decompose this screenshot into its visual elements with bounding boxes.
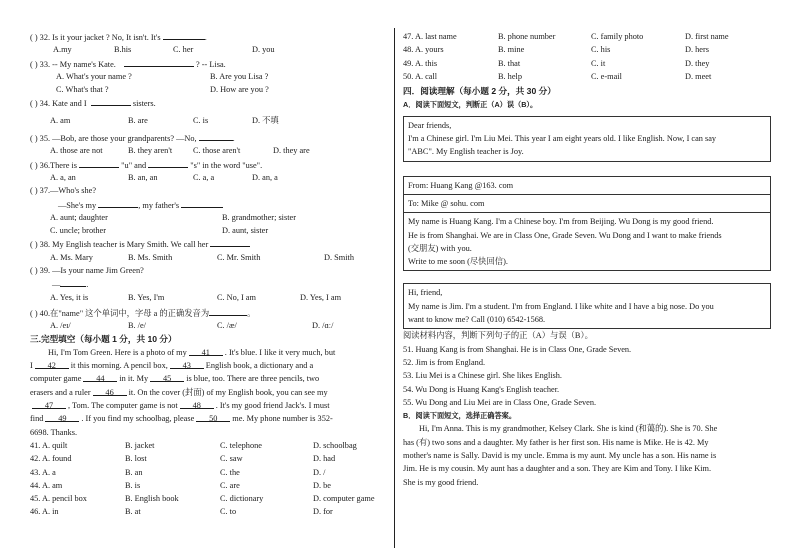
judge-statement: 51. Huang Kang is from Shanghai. He is in Class One, Grade Seven.: [403, 344, 632, 354]
option-a[interactable]: 48. A. yours: [403, 45, 444, 55]
option-d[interactable]: D. hers: [685, 45, 709, 55]
judge-statement: 53. Liu Mei is a Chinese girl. She likes English.: [403, 371, 563, 381]
option-c[interactable]: C. dictionary: [220, 494, 264, 504]
email-body-line: He is from Shanghai. We are in Class One, Grade Seven. Wu Dong and I want to make friends: [408, 230, 722, 240]
cloze-text: in it. My: [119, 374, 149, 384]
passage-b-line: Hi, I'm Anna. This is my grandmother, Kelsey Clark. She is kind (和蔼的). She is 70. She: [419, 424, 718, 434]
q39-dash: —: [52, 280, 61, 290]
q37-options-2: [30, 224, 385, 237]
option-a[interactable]: A. Yes, it is: [50, 292, 89, 302]
option-a[interactable]: A. What's your name ?: [56, 71, 132, 81]
q39-tail: .: [86, 280, 89, 290]
cloze-blank-48[interactable]: 48: [180, 399, 214, 409]
q37-stem: ( ) 37.—Who's she?: [30, 186, 97, 196]
option-b[interactable]: B.his: [114, 45, 132, 55]
cloze-line: [30, 359, 385, 372]
q34-options: [30, 114, 385, 127]
cloze-text: I: [30, 361, 33, 371]
q32-blank[interactable]: [163, 30, 205, 40]
cloze-passage: [30, 346, 385, 426]
option-c[interactable]: C. uncle; brother: [50, 226, 106, 236]
q40-options: [30, 319, 385, 332]
letter-box-1: [403, 116, 771, 162]
option-row: [30, 466, 385, 479]
q37-line2b: , my father's: [138, 200, 180, 210]
question-38: [30, 237, 385, 250]
cloze-text: erasers and a ruler: [30, 387, 91, 397]
option-a[interactable]: A.my: [53, 45, 72, 55]
q34-tail: sisters.: [132, 99, 156, 109]
q40-tail: 。: [247, 308, 256, 318]
option-b[interactable]: B. is: [125, 480, 141, 490]
cloze-end: 6698. Thanks.: [30, 427, 78, 437]
email-from: From: Huang Kang @163. com: [408, 180, 514, 190]
option-a[interactable]: 46. A. in: [30, 507, 59, 517]
option-b[interactable]: B. English book: [125, 494, 179, 504]
cloze-blank-47[interactable]: 47: [32, 399, 66, 409]
option-c[interactable]: C. saw: [220, 454, 243, 464]
q35-stem: ( ) 35. —Bob, are those your grandparents? —No,: [30, 134, 197, 144]
option-c[interactable]: C. telephone: [220, 440, 262, 450]
option-row: [30, 439, 385, 452]
option-c[interactable]: C. are: [220, 480, 240, 490]
q32-options: [30, 43, 385, 56]
cloze-options-continued: [403, 30, 771, 83]
column-divider: [394, 28, 395, 548]
q38-options: [30, 251, 385, 264]
option-d[interactable]: D. had: [313, 454, 336, 464]
cloze-blank-41[interactable]: 41: [189, 346, 223, 356]
option-d[interactable]: D. for: [313, 507, 333, 517]
box5-line: want to know me? Call (010) 6542-1568.: [408, 315, 546, 325]
q33-stem: ( ) 33. -- My name's Kate.: [30, 59, 116, 69]
cloze-text: it this morning. A pencil box,: [70, 361, 168, 371]
q32-stem: ( ) 32. Is it your jacket ? No, It isn't. It's: [30, 33, 161, 42]
option-row: [403, 57, 771, 70]
option-a[interactable]: 47. A. last name: [403, 32, 457, 41]
q39-options: [30, 291, 385, 304]
option-c[interactable]: C. the: [220, 467, 240, 477]
option-a[interactable]: 45. A. pencil box: [30, 494, 87, 504]
cloze-text: is blue, too. There are three pencils, two: [186, 374, 320, 384]
q37-options-1: [30, 211, 385, 224]
q39-blank[interactable]: [60, 277, 89, 290]
option-b[interactable]: B. phone number: [498, 32, 556, 41]
option-b[interactable]: B. an: [125, 467, 143, 477]
option-c[interactable]: C. those aren't: [193, 146, 241, 156]
judge-statement: 54. Wu Dong is Huang Kang's English teacher.: [403, 384, 560, 394]
passage-b-line: has (有) two sons and a daughter. My father is her first son. His name is Mike. He is 42. My: [403, 437, 709, 447]
option-d[interactable]: D. How are you ?: [210, 85, 269, 95]
cloze-text: English book, a dictionary and a: [205, 361, 314, 371]
subsection-a-title: A．阅读下面短文，判断正（A）误（B）。: [403, 100, 538, 110]
option-d[interactable]: D. be: [313, 480, 331, 490]
cloze-blank-43[interactable]: 43: [170, 359, 204, 369]
email-body-line: (交朋友) with you.: [408, 243, 472, 253]
letter-box-3: [403, 283, 771, 329]
cloze-blank-49[interactable]: 49: [45, 412, 79, 422]
option-c[interactable]: C. it: [591, 58, 606, 68]
passage-b-line: mother's name is Sally. David is my uncle. Emma is my aunt. My uncle has a son. His name is: [403, 451, 717, 461]
option-d[interactable]: D. they: [685, 58, 710, 68]
question-39: [30, 264, 385, 277]
cloze-options: [30, 439, 385, 519]
option-c[interactable]: C. What's that ?: [56, 85, 109, 95]
judge-intro: 阅读材料内容，判断下列句子的正（A）与误（B）。: [403, 331, 593, 341]
question-40: [30, 306, 385, 319]
q36-stem: ( ) 36.There is: [30, 160, 77, 170]
q33-options-1: [30, 70, 385, 83]
q39-stem: ( ) 39. —Is your name Jim Green?: [30, 266, 144, 276]
option-a[interactable]: 44. A. am: [30, 480, 63, 490]
option-d[interactable]: D. /ɑː/: [312, 321, 334, 331]
option-d[interactable]: D. an, a: [252, 172, 278, 182]
question-32: ( ) 32. Is it your jacket ? No, It isn't. It's .: [30, 30, 385, 43]
option-a[interactable]: 43. A. a: [30, 467, 56, 477]
option-c[interactable]: C. Mr. Smith: [217, 252, 261, 262]
cloze-text: it. On the cover (封面) of my English book, you can see my: [128, 387, 328, 397]
option-d[interactable]: D. first name: [685, 32, 729, 41]
option-a[interactable]: 41. A. quilt: [30, 440, 68, 450]
option-d[interactable]: D. you: [252, 45, 275, 55]
option-b[interactable]: B. at: [125, 507, 141, 517]
q36-blank-2[interactable]: [148, 158, 188, 168]
option-row: [30, 492, 385, 505]
q33-options-2: [30, 83, 385, 96]
option-c[interactable]: C. to: [220, 507, 237, 517]
q37-blank-2[interactable]: [181, 198, 223, 208]
cloze-text: . It's blue. I like it very much, but: [224, 347, 336, 357]
cloze-blank-42[interactable]: 42: [35, 359, 69, 369]
option-a[interactable]: A. aunt; daughter: [50, 212, 108, 222]
option-a[interactable]: A. a, an: [50, 172, 76, 182]
option-c[interactable]: C. is: [193, 115, 209, 125]
email-body-line: Write to me soon (尽快回信).: [408, 257, 508, 267]
option-c[interactable]: C. family photo: [591, 32, 644, 41]
option-c[interactable]: C. a, a: [193, 172, 215, 182]
option-c[interactable]: C. her: [173, 45, 194, 55]
box1-line: Dear friends,: [408, 120, 452, 130]
option-d[interactable]: D. they are: [273, 146, 310, 156]
option-d[interactable]: D. Yes, I am: [300, 292, 342, 302]
question-34: [30, 96, 385, 109]
cloze-blank-44[interactable]: 44: [83, 372, 117, 382]
question-37: [30, 184, 385, 197]
judge-statements: [403, 343, 771, 409]
question-33: [30, 57, 385, 70]
option-a[interactable]: A. am: [50, 115, 71, 125]
option-a[interactable]: 49. A. this: [403, 58, 438, 68]
option-b[interactable]: B. Are you Lisa ?: [210, 71, 269, 81]
q34-stem: ( ) 34. Kate and I: [30, 99, 87, 109]
cloze-blank-50[interactable]: 50: [196, 412, 230, 422]
section-4-title: 四．阅读理解（每小题 2 分，共 30 分）: [403, 86, 556, 97]
box5-line: My name is Jim. I'm a student. I'm from England. I like white and I have a big nose. Do you: [408, 301, 714, 311]
option-b[interactable]: B. Ms. Smith: [128, 252, 173, 262]
subsection-b-title: B．阅读下面短文，选择正确答案。: [403, 411, 517, 421]
option-row: [30, 479, 385, 492]
cloze-text: me. My phone number is 352-: [232, 414, 333, 424]
option-d[interactable]: D. computer game: [313, 494, 375, 504]
cloze-blank-46[interactable]: 46: [93, 386, 127, 396]
q33-tail: ? -- Lisa.: [195, 59, 226, 69]
section-3-title: 三.完型填空（每小题 1 分，共 10 分）: [30, 333, 177, 344]
cloze-line: [30, 412, 385, 425]
option-b[interactable]: B. mine: [498, 45, 525, 55]
cloze-text: , Tom. The computer game is not: [68, 401, 178, 411]
question-36: [30, 158, 385, 171]
option-a[interactable]: A. Ms. Mary: [50, 252, 93, 262]
cloze-line: [30, 372, 385, 385]
judge-statement: 55. Wu Dong and Liu Mei are in Class One, Grade Seven.: [403, 397, 597, 407]
option-d[interactable]: D. aunt, sister: [222, 226, 269, 236]
option-c[interactable]: C. e-mail: [591, 71, 622, 81]
q35-tail: .: [232, 134, 235, 144]
q40-stem: ( ) 40.在"name" 这个单词中，字母 a 的正确发音为: [30, 308, 210, 318]
option-b[interactable]: B. they aren't: [128, 146, 173, 156]
email-body-line: My name is Huang Kang. I'm a Chinese boy. I'm from Beijing. Wu Dong is my good friend.: [408, 217, 714, 227]
option-row: [403, 43, 771, 56]
cloze-line: [30, 386, 385, 399]
email-to: To: Mike @ sohu. com: [408, 198, 485, 208]
cloze-text: . If you find my schoolbag, please: [81, 414, 195, 424]
q36-options: [30, 171, 385, 184]
q35-blank[interactable]: [199, 131, 235, 144]
option-b[interactable]: B. /e/: [128, 321, 146, 331]
email-from-box: [403, 176, 771, 195]
option-row: [403, 70, 771, 83]
email-body-box: [403, 213, 771, 271]
option-a[interactable]: A. /eɪ/: [50, 321, 71, 331]
option-a[interactable]: 42. A. found: [30, 454, 72, 464]
cloze-blank-45[interactable]: 45: [150, 372, 184, 382]
option-row: [30, 505, 385, 518]
cloze-line: [30, 346, 385, 359]
box1-line: "ABC". My English teacher is Joy.: [408, 147, 524, 157]
option-b[interactable]: B. help: [498, 71, 522, 81]
option-b[interactable]: B. that: [498, 58, 521, 68]
option-b[interactable]: B. jacket: [125, 440, 155, 450]
option-b[interactable]: B. an, an: [128, 172, 158, 182]
option-d[interactable]: D. Smith: [324, 252, 354, 262]
option-a[interactable]: 50. A. call: [403, 71, 438, 81]
q37-blank-1[interactable]: [98, 198, 138, 208]
q36-blank-1[interactable]: [79, 158, 119, 168]
option-c[interactable]: C. his: [591, 45, 611, 55]
box1-line: I'm a Chinese girl. I'm Liu Mei. This year I am eight years old. I like English. Now, I can say: [408, 134, 717, 144]
option-c[interactable]: C. No, I am: [217, 292, 256, 302]
q33-blank[interactable]: [124, 57, 194, 67]
passage-b-line: Jim. He is my cousin. My aunt has a daughter and a son. They are Kim and Tony. I like Kim.: [403, 464, 712, 474]
box5-line: Hi, friend,: [408, 288, 443, 298]
email-to-box: [403, 195, 771, 213]
option-b[interactable]: B. are: [128, 115, 148, 125]
q38-blank[interactable]: [210, 237, 250, 247]
q36-mid1: "u" and: [121, 160, 147, 170]
right-column: [403, 30, 771, 489]
q37-line2: [30, 198, 385, 211]
cloze-text: Hi, I'm Tom Green. Here is a photo of my: [48, 347, 187, 357]
option-d[interactable]: D. schoolbag: [313, 440, 357, 450]
option-d[interactable]: D. /: [313, 467, 326, 477]
passage-b-line: She is my good friend.: [403, 477, 479, 487]
judge-statement: 52. Jim is from England.: [403, 357, 486, 367]
q35-options: [30, 144, 385, 157]
option-b[interactable]: B. grandmother; sister: [222, 212, 296, 222]
option-b[interactable]: B. Yes, I'm: [128, 292, 165, 302]
q38-stem: ( ) 38. My English teacher is Mary Smith. We call her: [30, 240, 209, 250]
q39-line2: [30, 277, 385, 290]
option-row: [30, 452, 385, 465]
cloze-text: . It's my good friend Jack's. I must: [215, 401, 330, 411]
option-a[interactable]: A. those are not: [50, 146, 103, 156]
q37-line2a: —She's my: [58, 200, 97, 210]
left-column: [30, 30, 385, 519]
option-d[interactable]: D. 不填: [252, 115, 279, 125]
cloze-text: computer game: [30, 374, 82, 384]
cloze-text: find: [30, 414, 44, 424]
option-row: [403, 30, 771, 43]
q34-blank[interactable]: [91, 96, 131, 106]
q36-mid2: "s" in the word "use".: [190, 160, 263, 170]
passage-b: [403, 422, 771, 488]
cloze-line: [30, 399, 385, 412]
q40-blank[interactable]: [209, 306, 247, 316]
option-b[interactable]: B. lost: [125, 454, 147, 464]
option-d[interactable]: D. meet: [685, 71, 712, 81]
question-35: [30, 131, 385, 144]
option-c[interactable]: C. /æ/: [217, 321, 237, 331]
